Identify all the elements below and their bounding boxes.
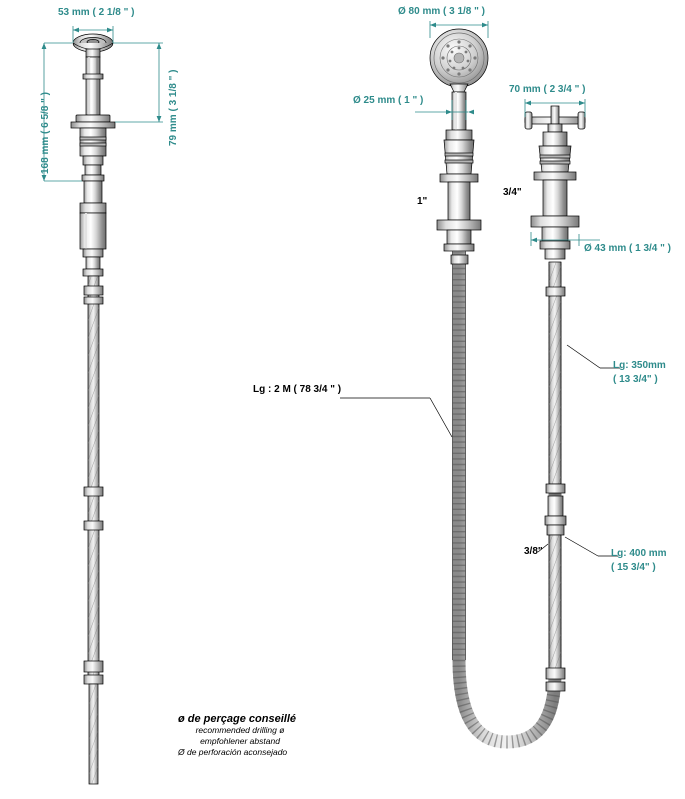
drilling-note-en: recommended drilling ø: [195, 725, 285, 735]
dim-handshower-body-dia: Ø 25 mm ( 1 " ): [353, 95, 424, 106]
leader-lines: [340, 345, 620, 556]
spout-assembly: [71, 34, 115, 784]
dim-spout-height-total: 168 mm ( 6 5/8 " ): [40, 91, 51, 174]
drilling-note-fr: ø de perçage conseillé: [178, 713, 296, 725]
dim-handle-base-dia: Ø 43 mm ( 1 3/4 " ): [584, 243, 671, 254]
dim-handle-width: 70 mm ( 2 3/4 " ): [509, 84, 586, 95]
label-hose-400-line2: ( 15 3/4" ): [611, 562, 656, 573]
label-hose-main-length: Lg : 2 M ( 78 3/4 " ): [253, 384, 342, 395]
label-thread-1in: 1": [417, 196, 428, 207]
label-hose-350-line1: Lg: 350mm: [613, 360, 666, 371]
drilling-note: [178, 713, 296, 758]
valve-handle-assembly: [525, 106, 585, 691]
label-thread-3-8in: 3/8": [524, 546, 543, 557]
dim-handshower-head-dia: Ø 80 mm ( 3 1/8 " ): [398, 6, 485, 17]
dim-spout-width: 53 mm ( 2 1/8 " ): [58, 7, 135, 18]
drilling-note-es: Ø de perforación aconsejado: [178, 747, 288, 757]
handshower-assembly: [430, 29, 555, 742]
label-thread-3-4in: 3/4": [503, 187, 522, 198]
label-hose-400-line1: Lg: 400 mm: [611, 548, 667, 559]
drilling-note-de: empfohlener abstand: [200, 736, 280, 746]
dim-spout-height-upper: 79 mm ( 3 1/8 " ): [168, 69, 179, 146]
label-hose-350-line2: ( 13 3/4" ): [613, 374, 658, 385]
